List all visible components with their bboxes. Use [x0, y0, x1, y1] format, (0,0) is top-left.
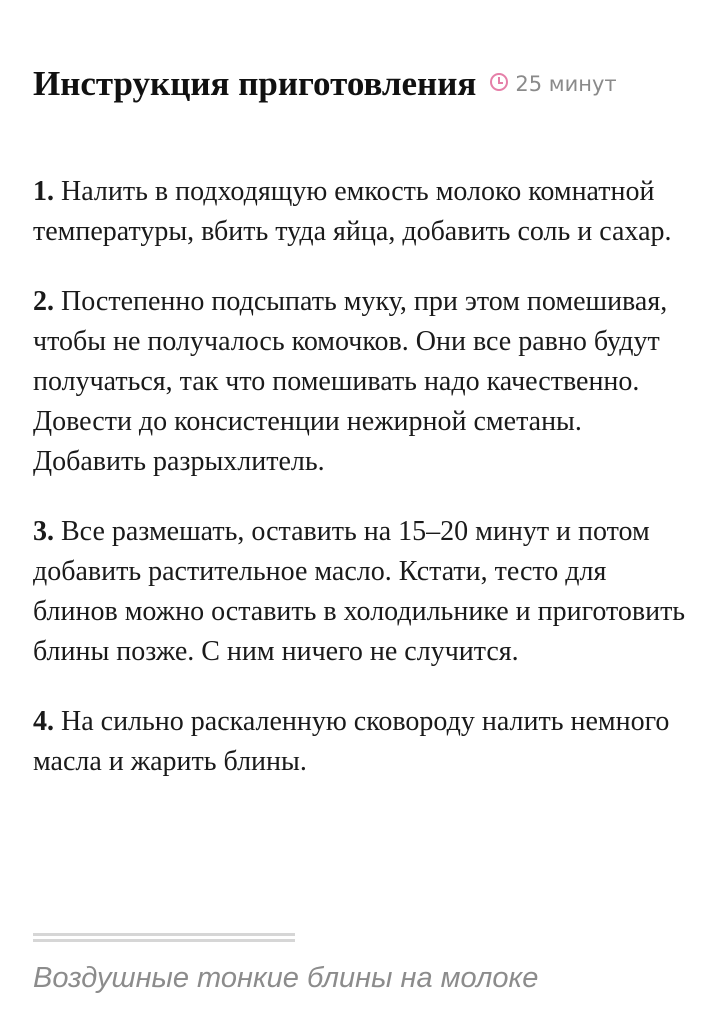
clock-icon — [490, 73, 508, 91]
divider-line — [33, 939, 295, 942]
page-title: Инструкция приготовления — [33, 64, 477, 103]
step-number: 1. — [33, 176, 54, 207]
step-3 — [33, 512, 693, 672]
step-text: Постепенно подсыпать муку, при этом помешивая, чтобы не получалось комочков. Они все равно будут получаться, так что помешивать надо качественно. Довести до консистенции нежирной сметаны. Добавить разрыхлитель. — [33, 286, 668, 477]
recipe-header — [33, 64, 617, 104]
recipe-caption-link[interactable]: Воздушные тонкие блины на молоке — [33, 962, 539, 994]
step-2 — [33, 282, 693, 482]
step-text: Все размешать, оставить на 15–20 минут и потом добавить растительное масло. Кстати, тесто для блинов можно оставить в холодильнике и приготовить блины позже. С ним ничего не случится. — [33, 516, 686, 667]
step-1 — [33, 172, 693, 252]
step-4 — [33, 702, 693, 782]
step-number: 3. — [33, 516, 54, 547]
step-number: 4. — [33, 706, 54, 737]
step-text: На сильно раскаленную сковороду налить немного масла и жарить блины. — [33, 706, 670, 777]
step-number: 2. — [33, 286, 54, 317]
instruction-steps — [33, 172, 693, 812]
cooking-time: 25 минут — [515, 72, 617, 96]
step-text: Налить в подходящую емкость молоко комнатной температуры, вбить туда яйца, добавить соль и сахар. — [33, 176, 672, 247]
divider-line — [33, 933, 295, 936]
